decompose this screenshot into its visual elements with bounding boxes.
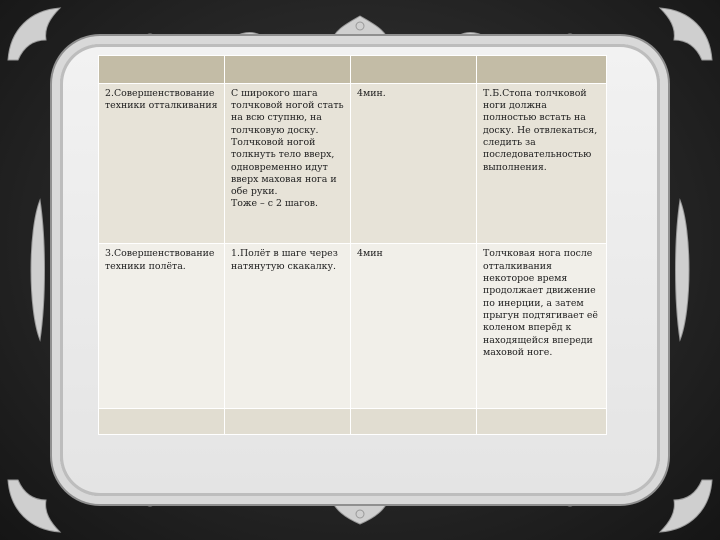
- corner-ornament-bl: [8, 480, 60, 532]
- table-row: [99, 83, 607, 244]
- empty-cell: [225, 409, 351, 435]
- time-cell: 4мин.: [351, 83, 477, 244]
- stage-cell: 3.Совершенствование техники полёта.: [99, 244, 225, 409]
- header-cell: [99, 56, 225, 84]
- header-cell: [351, 56, 477, 84]
- header-cell: [225, 56, 351, 84]
- notes-cell: Т.Б.Стопа толчковой ноги должна полностью встать на доску. Не отвлекаться, следить за последовательностью выполнения.: [477, 83, 607, 244]
- table-header-row: [99, 56, 607, 84]
- stage-cell: 2.Совершенствование техники отталкивания: [99, 83, 225, 244]
- corner-ornament-tl: [8, 8, 60, 60]
- header-cell: [477, 56, 607, 84]
- lesson-plan-table: [98, 55, 607, 435]
- table-empty-row: [99, 409, 607, 435]
- content-cell: 1.Полёт в шаге через натянутую скакалку.: [225, 244, 351, 409]
- table-row: [99, 244, 607, 409]
- empty-cell: [477, 409, 607, 435]
- time-cell: 4мин: [351, 244, 477, 409]
- corner-ornament-tr: [660, 8, 712, 60]
- empty-cell: [99, 409, 225, 435]
- empty-cell: [351, 409, 477, 435]
- corner-ornament-br: [660, 480, 712, 532]
- notes-cell: Толчковая нога после отталкивания некоторое время продолжает движение по инерции, а затем прыгун подтягивает её коленом вперёд к находящейся впереди маховой ноге.: [477, 244, 607, 409]
- content-cell: С широкого шага толчковой ногой стать на всю ступню, на толчковую доску. Толчковой ногой толкнуть тело вверх, одновременно идут вверх маховая нога и обе руки. Тоже – с 2 шагов.: [225, 83, 351, 244]
